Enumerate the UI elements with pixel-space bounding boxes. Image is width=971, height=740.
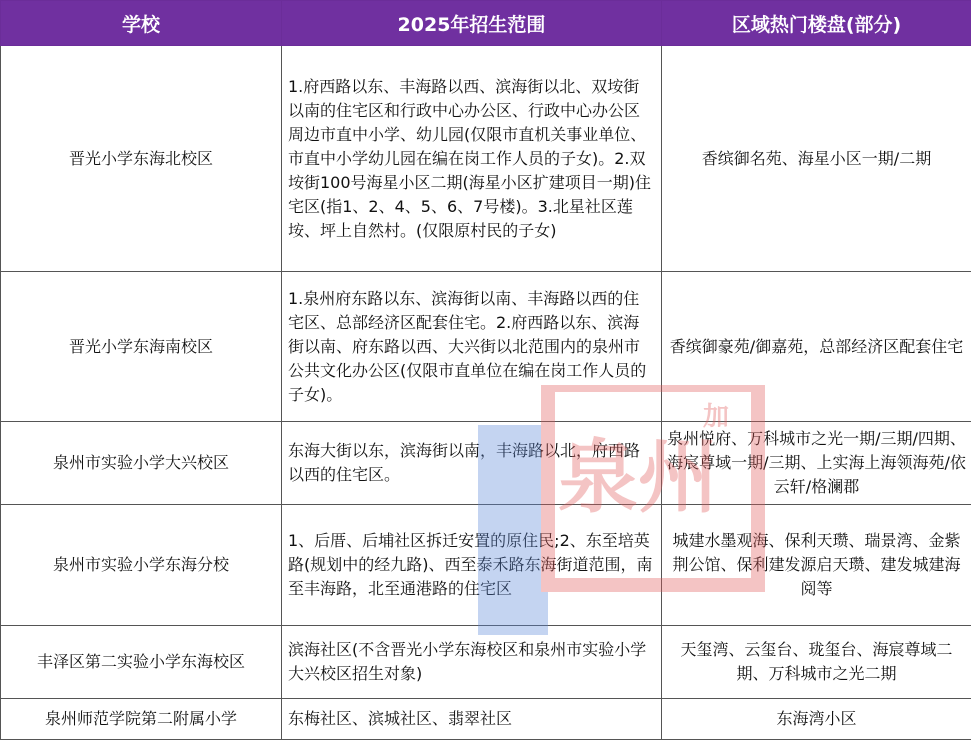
range-cell: 滨海社区(不含晋光小学东海校区和泉州市实验小学大兴校区招生对象) xyxy=(282,626,662,699)
range-cell: 1.泉州府东路以东、滨海街以南、丰海路以西的住宅区、总部经济区配套住宅。2.府西路以东、滨海街以南、府东路以西、大兴街以北范围内的泉州市公共文化办公区(仅限市直单位在编在岗工作人员的子女)。 xyxy=(282,272,662,422)
table-row xyxy=(1,422,971,505)
range-cell: 东梅社区、滨城社区、翡翠社区 xyxy=(282,699,662,740)
estates-cell: 城建水墨观海、保利天瓒、瑞景湾、金紫荆公馆、保利建发源启天瓒、建发城建海阅等 xyxy=(662,505,971,626)
table-row xyxy=(1,46,971,272)
range-cell: 东海大街以东，滨海街以南，丰海路以北，府西路以西的住宅区。 xyxy=(282,422,662,505)
range-cell: 1、后厝、后埔社区拆迁安置的原住民;2、东至培英路(规划中的经九路)、西至泰禾路东海街道范围，南至丰海路，北至通港路的住宅区 xyxy=(282,505,662,626)
table-row xyxy=(1,626,971,699)
school-cell: 泉州师范学院第二附属小学 xyxy=(1,699,282,740)
table-header-row xyxy=(1,1,971,46)
school-cell: 泉州市实验小学大兴校区 xyxy=(1,422,282,505)
range-cell: 1.府西路以东、丰海路以西、滨海街以北、双垵街以南的住宅区和行政中心办公区、行政中心办公区周边市直中小学、幼儿园(仅限市直机关事业单位、市直中小学幼儿园在编在岗工作人员的子女)。2.双垵街100号海星小区二期(海星小区扩建项目一期)住宅区(指1、2、4、5、6、7号楼)。3.北星社区莲垵、坪上自然村。(仅限原村民的子女) xyxy=(282,46,662,272)
watermark-text: 泉州 xyxy=(558,431,718,524)
school-cell: 晋光小学东海南校区 xyxy=(1,272,282,422)
table-row xyxy=(1,505,971,626)
estates-cell: 天玺湾、云玺台、珑玺台、海宸尊域二期、万科城市之光二期 xyxy=(662,626,971,699)
header-school: 学校 xyxy=(1,1,282,46)
table-row xyxy=(1,699,971,740)
header-range: 2025年招生范围 xyxy=(282,1,662,46)
table-row xyxy=(1,272,971,422)
estates-cell: 香缤御名苑、海星小区一期/二期 xyxy=(662,46,971,272)
header-estates: 区域热门楼盘(部分) xyxy=(662,1,971,46)
school-cell: 丰泽区第二实验小学东海校区 xyxy=(1,626,282,699)
school-cell: 泉州市实验小学东海分校 xyxy=(1,505,282,626)
school-cell: 晋光小学东海北校区 xyxy=(1,46,282,272)
estates-cell: 香缤御豪苑/御嘉苑，总部经济区配套住宅 xyxy=(662,272,971,422)
watermark-badge: 加 xyxy=(703,402,729,432)
estates-cell: 东海湾小区 xyxy=(662,699,971,740)
estates-cell: 泉州悦府、万科城市之光一期/三期/四期、海宸尊域一期/三期、上实海上海领海苑/依云轩/格澜郡 xyxy=(662,422,971,505)
